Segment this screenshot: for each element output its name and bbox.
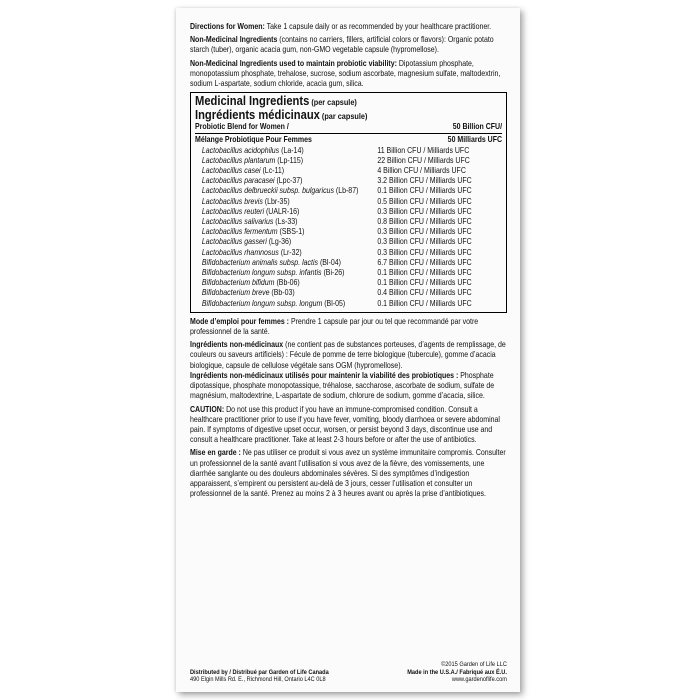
label-text-bottom [190, 317, 506, 499]
ingredient-name [202, 227, 377, 237]
ingredient-species: Bifidobacterium animalis subsp. lactis [201, 257, 319, 267]
ingredient-species: Bifidobacterium longum subsp. infantis [201, 268, 322, 278]
ingredient-row [195, 299, 502, 309]
ingredient-amount: 0.3 Billion CFU / Milliards UFC [377, 206, 472, 216]
ingredient-amount: 0.3 Billion CFU / Milliards UFC [377, 237, 472, 247]
ingredient-amount: 0.4 Billion CFU / Milliards UFC [377, 288, 472, 298]
ingredient-amount: 0.3 Billion CFU / Milliards UFC [377, 227, 472, 237]
ingredient-amount: 4 Billion CFU / Milliards UFC [377, 166, 466, 176]
ingredient-species: Lactobacillus fermentum [201, 227, 278, 237]
ingredient-name [202, 176, 377, 186]
ingredient-strain: (Lb-87) [333, 186, 359, 196]
ingredient-strain: (Ls-33) [273, 217, 298, 227]
ingredient-row [195, 278, 502, 288]
ingredient-strain: (SBS-1) [277, 227, 305, 237]
blend-row-fr: Mélange Probiotique Pour Femmes 50 Milliards UFC [195, 135, 503, 145]
mise-en-garde-text: Mise en garde : Ne pas utiliser ce produit si vous avez un système immunitaire compromis. Consulter un professionnel de la santé avant l’utilisation si vous avez de la fièvre, des vomissements, une diarrhée sanglante ou des douleurs abdominales sévères. Si des symptômes d’indigestion apparaissent, s’empirent ou persistent au-delà de 3 jours, cesser l’utilisation et consulter un professionnel de la santé. Prenez au moins 2 à 3 heures avant ou après la prise d’antibiotiques. [190, 448, 506, 499]
ingredient-row [195, 237, 502, 247]
non-medicinal-viability: Non-Medicinal Ingredients used to maintain probiotic viability: Dipotassium phosphate, monopotassium phosphate, trehalose, sucrose, sodium ascorbate, magnesium sulfate, maltodextrin, sodium L-aspartate, sodium chloride, acacia gum, silica. [190, 58, 501, 89]
ingredient-species: Lactobacillus plantarum [201, 155, 276, 165]
divider [195, 133, 502, 134]
ingredient-row [195, 186, 502, 196]
ingredient-species: Lactobacillus rhamnosus [201, 247, 279, 257]
ingredient-row [195, 248, 502, 258]
ingredient-name [202, 288, 377, 298]
footer-row-1 [190, 669, 507, 677]
ingredient-strain: (Bb-06) [274, 278, 300, 288]
address: 490 Elgin Mills Rd. E., Richmond Hill, Ontario L4C 0L8 [190, 676, 326, 684]
mode-emploi: Mode d’emploi pour femmes : Prendre 1 capsule par jour ou tel que recommandé par votre professionnel de la santé. [190, 316, 479, 337]
distributed-by: Distributed by / Distribué par Garden of Life Canada [190, 668, 329, 676]
ingredient-name [202, 186, 377, 196]
ingredient-amount: 11 Billion CFU / Milliards UFC [377, 145, 470, 155]
ingredient-strain: (La-14) [279, 145, 304, 155]
ingredient-strain: (Lpc-37) [274, 176, 303, 186]
ingredients-non-med-viabilite: Ingrédients non-médicinaux utilisés pour maintenir la viabilité des probiotiques : Phosphate dipotassique, phosphate monopotassique, tréhalose, saccharose, ascorbate de sodium, sulfate de magnésium, maltodextrine, L-aspartate de sodium, chlorure de sodium, gomme d’acacia, silice. [190, 370, 495, 401]
directions-women: Directions for Women: Take 1 capsule daily or as recommended by your healthcare practitioner. [190, 22, 492, 31]
ingredient-species: Lactobacillus delbrueckii subsp. bulgaricus [201, 186, 334, 196]
ingredient-amount: 3.2 Billion CFU / Milliards UFC [377, 176, 472, 186]
ingredient-strain: (Lg-36) [266, 237, 292, 247]
ingredient-row [195, 258, 502, 268]
label-text-top [190, 22, 506, 89]
ingredient-strain: (Bl-04) [318, 257, 341, 267]
supplement-label-panel [176, 8, 520, 692]
blend-row-en: Probiotic Blend for Women / 50 Billion CFU/ [195, 122, 503, 132]
ingredient-name [202, 197, 377, 207]
ingredient-amount: 0.1 Billion CFU / Milliards UFC [377, 278, 472, 288]
caution-text: CAUTION: Do not use this product if you have an immune-compromised condition. Consult a healthcare practitioner prior to use if you have fever, vomiting, bloody diarrhoea or severe abdominal pain. If symptoms of digestive upset occur, worsen, or persist beyond 3 days, discontinue use and consult a healthcare practitioner. Take at least 2-3 hours before or after the use of antibiotics. [190, 404, 500, 445]
facts-title-en: Medicinal Ingredients (per capsule) [195, 93, 357, 109]
ingredient-name [202, 278, 377, 288]
ingredient-strain: (Lr-32) [278, 247, 302, 257]
ingredient-species: Lactobacillus salivarius [201, 217, 274, 227]
ingredient-species: Lactobacillus reuteri [201, 206, 265, 216]
ingredient-name [202, 299, 377, 309]
ingredient-species: Lactobacillus gasseri [201, 237, 267, 247]
ingredient-strain: (UALR-16) [264, 206, 300, 216]
footer-row-2 [190, 676, 507, 684]
ingredient-species: Lactobacillus acidophilus [201, 145, 280, 155]
ingredient-name [202, 166, 377, 176]
ingredient-row [195, 146, 502, 156]
ingredient-species: Lactobacillus brevis [201, 196, 263, 206]
ingredient-row [195, 288, 502, 298]
ingredient-strain: (Lp-115) [275, 155, 304, 165]
ingredient-species: Lactobacillus paracasei [201, 176, 275, 186]
ingredient-strain: (Lbr-35) [262, 196, 290, 206]
ingredient-row [195, 176, 502, 186]
ingredient-name [202, 248, 377, 258]
non-medicinal-ingredients: Non-Medicinal Ingredients (contains no carriers, fillers, artificial colors or flavors): Organic potato starch (tuber), organic acacia gum, non-GMO vegetable capsule (hypromellose). [190, 35, 494, 55]
ingredient-row [195, 197, 502, 207]
ingredient-row [195, 227, 502, 237]
ingredient-species: Bifidobacterium longum subsp. longum [201, 298, 323, 308]
ingredient-strain: (Bi-26) [321, 268, 345, 278]
ingredient-species: Bifidobacterium bifidum [201, 278, 275, 288]
ingredient-amount: 0.1 Billion CFU / Milliards UFC [377, 186, 472, 196]
website: www.gardenoflife.com [451, 676, 507, 684]
medicinal-ingredients-box [190, 92, 507, 313]
label-footer [190, 661, 507, 684]
ingredient-strain: (Bb-03) [269, 288, 295, 298]
ingredient-amount: 6.7 Billion CFU / Milliards UFC [377, 257, 472, 267]
ingredient-row [195, 268, 502, 278]
ingredient-amount: 22 Billion CFU / Milliards UFC [377, 155, 470, 165]
made-in: Made in the U.S.A./ Fabriqué aux É.U. [407, 668, 507, 676]
ingredient-row [195, 217, 502, 227]
ingredient-species: Lactobacillus casei [201, 166, 261, 176]
ingredient-row [195, 207, 502, 217]
ingredient-name [202, 146, 377, 156]
ingredient-list [195, 146, 502, 309]
ingredient-row [195, 156, 502, 166]
ingredient-name [202, 258, 377, 268]
ingredient-amount: 0.1 Billion CFU / Milliards UFC [377, 268, 472, 278]
ingredient-name [202, 268, 377, 278]
ingredient-strain: (Lc-11) [260, 166, 285, 176]
ingredients-non-medicinaux: Ingrédients non-médicinaux (ne contient pas de substances porteuses, d’agents de remplissage, de couleurs ou saveurs artificiels) : Fécule de pomme de terre biologique (tubercule), gomme d’acacia biologique, capsule de cellulose végétale sans OGM (hypromellose). [190, 340, 506, 370]
ingredient-name [202, 217, 377, 227]
ingredient-amount: 0.1 Billion CFU / Milliards UFC [377, 298, 472, 308]
facts-title-fr: Ingrédients médicinaux (par capsule) [195, 106, 368, 122]
ingredient-name [202, 156, 377, 166]
ingredient-name [202, 237, 377, 247]
ingredient-amount: 0.5 Billion CFU / Milliards UFC [377, 196, 472, 206]
ingredient-row [195, 166, 502, 176]
ingredient-amount: 0.8 Billion CFU / Milliards UFC [377, 217, 472, 227]
ingredient-species: Bifidobacterium breve [201, 288, 270, 298]
ingredient-strain: (Bl-05) [322, 298, 346, 308]
ingredient-name [202, 207, 377, 217]
copyright: ©2015 Garden of Life LLC [441, 661, 507, 669]
ingredient-amount: 0.3 Billion CFU / Milliards UFC [377, 247, 472, 257]
